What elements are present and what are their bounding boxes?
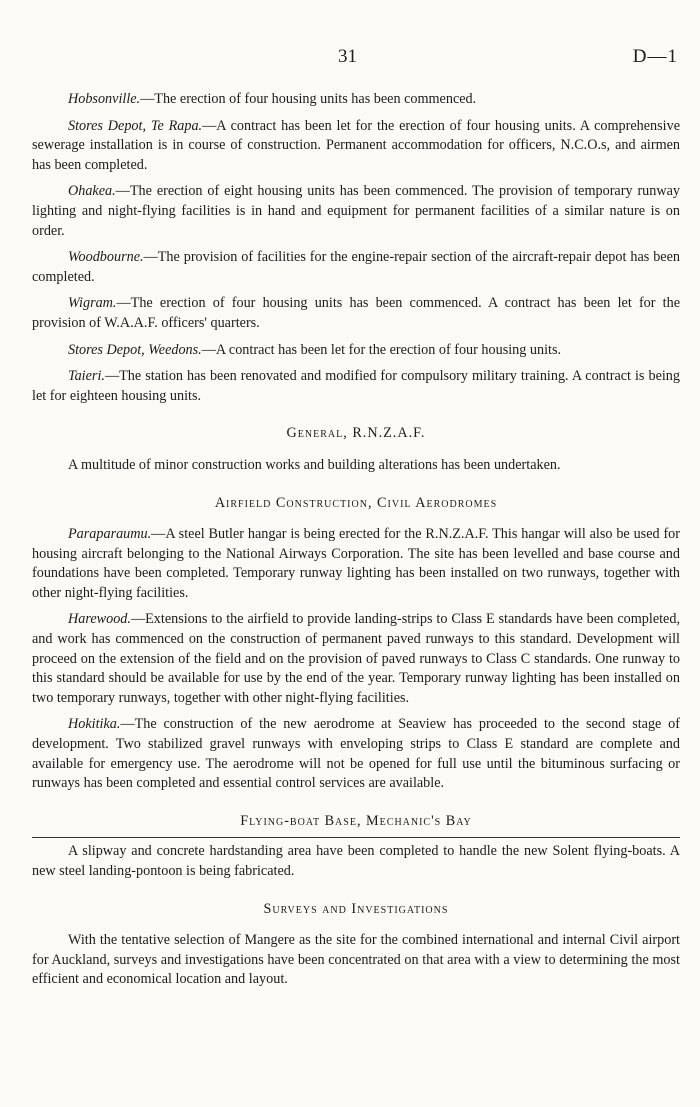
paragraph-text: —A contract has been let for the erection of four housing units. A comprehensive sewerage installation is in course of construction. Permanent accommodation for officers, N.C.O.s, and airmen has been completed. [32,117,680,173]
paragraph-surveys: With the tentative selection of Mangere as the site for the combined international and internal Civil airport for Auckland, surveys and investigations have been concentrated on that area with a view to determining the most efficient and economical location and layout. [32,932,680,988]
paragraph-weedons [32,341,680,361]
document-id: D—1 [632,46,678,67]
place-name: Hokitika. [68,716,121,733]
place-name: Stores Depot, Te Rapa. [68,117,203,134]
section-heading-flying-boat: Flying-boat Base, Mechanic's Bay [240,812,472,829]
paragraph-hobsonville [32,90,680,110]
place-name: Ohakea. [68,183,116,200]
section-heading-general: General, R.N.Z.A.F. [286,425,426,442]
paragraph-text: —Extensions to the airfield to provide landing-strips to Class E standards have been completed, and work has commenced on the construction of permanent paved runways to this standard. Development will proceed on the extension of the field and on the provision of paved runways to Class C standards. One runway to this standard should be available for use by the end of the year. Temporary runway lighting has been installed on two temporary runways, together with other night-flying facilities. [32,611,680,706]
paragraph-flying-boat: A slipway and concrete hardstanding area have been completed to handle the new Solent flying-boats. A new steel landing-pontoon is being fabricated. [32,843,680,879]
paragraph-paraparaumu [32,525,680,603]
page-content [32,90,680,997]
paragraph-woodbourne [32,248,680,287]
paragraph-harewood [32,610,680,708]
paragraph-hokitika [32,715,680,793]
paragraph-text: —The construction of the new aerodrome at Seaview has proceeded to the second stage of development. Two stabilized gravel runways with enveloping strips to Class E standard are complete and available for emergency use. The aerodrome will not be opened for full use until the bituminous surfacing or runways has been completed and essential control services are available. [32,716,680,792]
paragraph-taieri [32,367,680,406]
section-heading-airfield: Airfield Construction, Civil Aerodromes [214,494,498,511]
place-name: Hobsonville. [68,91,141,107]
paragraph-text: —A contract has been let for the erection of four housing units. [201,341,562,358]
paragraph-te-rapa [32,117,680,176]
paragraph-text: —The provision of facilities for the engine-repair section of the aircraft-repair depot has been completed. [32,249,680,285]
place-name: Stores Depot, Weedons. [68,341,202,358]
paragraph-general: A multitude of minor construction works and building alterations has been undertaken. [68,456,561,473]
page-header [0,46,700,70]
paragraph-text: —The erection of four housing units has been commenced. [140,91,477,107]
place-name: Taieri. [68,368,105,385]
paragraph-text: —The erection of eight housing units has been commenced. The provision of temporary runway lighting and night-flying facilities is in hand and equipment for permanent facilities of a similar nature is on order. [32,183,680,239]
paragraph-text: —The erection of four housing units has been commenced. A contract has been let for the provision of W.A.A.F. officers' quarters. [32,295,680,331]
paragraph-ohakea [32,182,680,241]
paragraph-text: —A steel Butler hangar is being erected for the R.N.Z.A.F. This hangar will also be used for housing aircraft belonging to the National Airways Corporation. The site has been levelled and base course and foundations have been completed. Temporary runway lighting has been installed on two runways, together with other night-flying facilities. [32,526,680,601]
horizontal-rule [32,837,680,838]
paragraph-wigram [32,294,680,333]
place-name: Paraparaumu. [68,526,152,543]
place-name: Woodbourne. [68,249,144,266]
paragraph-text: —The station has been renovated and modified for compulsory military training. A contract is being let for eighteen housing units. [32,368,680,404]
place-name: Wigram. [68,295,117,312]
section-heading-surveys: Surveys and Investigations [263,900,449,917]
page-number: 31 [338,46,357,67]
place-name: Harewood. [68,611,131,628]
